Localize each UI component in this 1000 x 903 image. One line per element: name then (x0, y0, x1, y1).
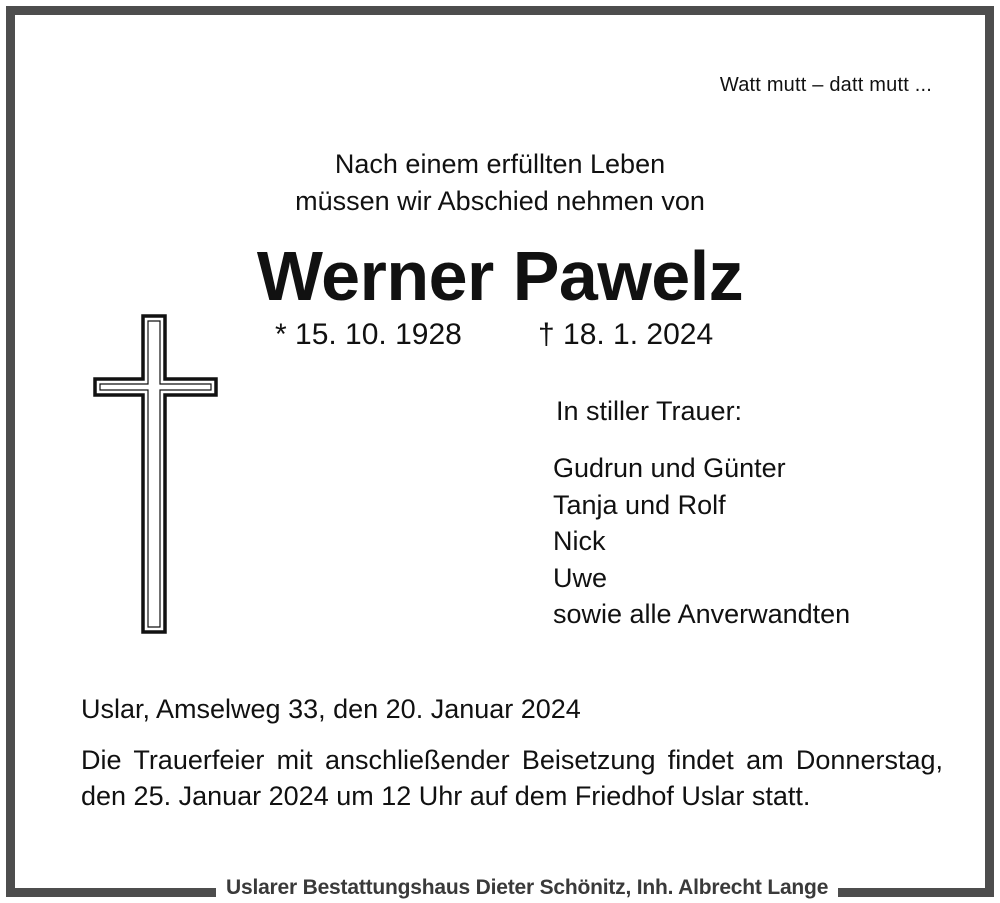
death-date: † 18. 1. 2024 (538, 318, 714, 351)
list-item: sowie alle Anverwandten (553, 599, 851, 629)
list-item: Gudrun und Günter (553, 453, 786, 483)
deceased-name: Werner Pawelz (256, 237, 744, 315)
birth-date: * 15. 10. 1928 (275, 318, 462, 351)
place-and-date: Uslar, Amselweg 33, den 20. Januar 2024 (81, 694, 581, 724)
motto: Watt mutt – datt mutt ... (719, 74, 932, 96)
ceremony-notice: Die Trauerfeier mit anschließender Beisetzung findet am Donnerstag, den 25. Januar 2024 um 12 Uhr auf dem Friedhof Uslar statt. (81, 745, 943, 811)
latin-cross-icon (92, 313, 219, 635)
mourners-list (553, 450, 850, 633)
intro-line-2: müssen wir Abschied nehmen von (295, 186, 705, 216)
mourning-heading: In stiller Trauer: (556, 396, 743, 426)
list-item: Tanja und Rolf (553, 489, 726, 520)
intro-line-1: Nach einem erfüllten Leben (334, 149, 666, 179)
funeral-home-name: Uslarer Bestattungshaus Dieter Schönitz, Inh. Albrecht Lange (216, 873, 838, 903)
list-item: Uwe (553, 562, 608, 593)
intro-text (0, 146, 1000, 220)
list-item: Nick (553, 526, 606, 556)
